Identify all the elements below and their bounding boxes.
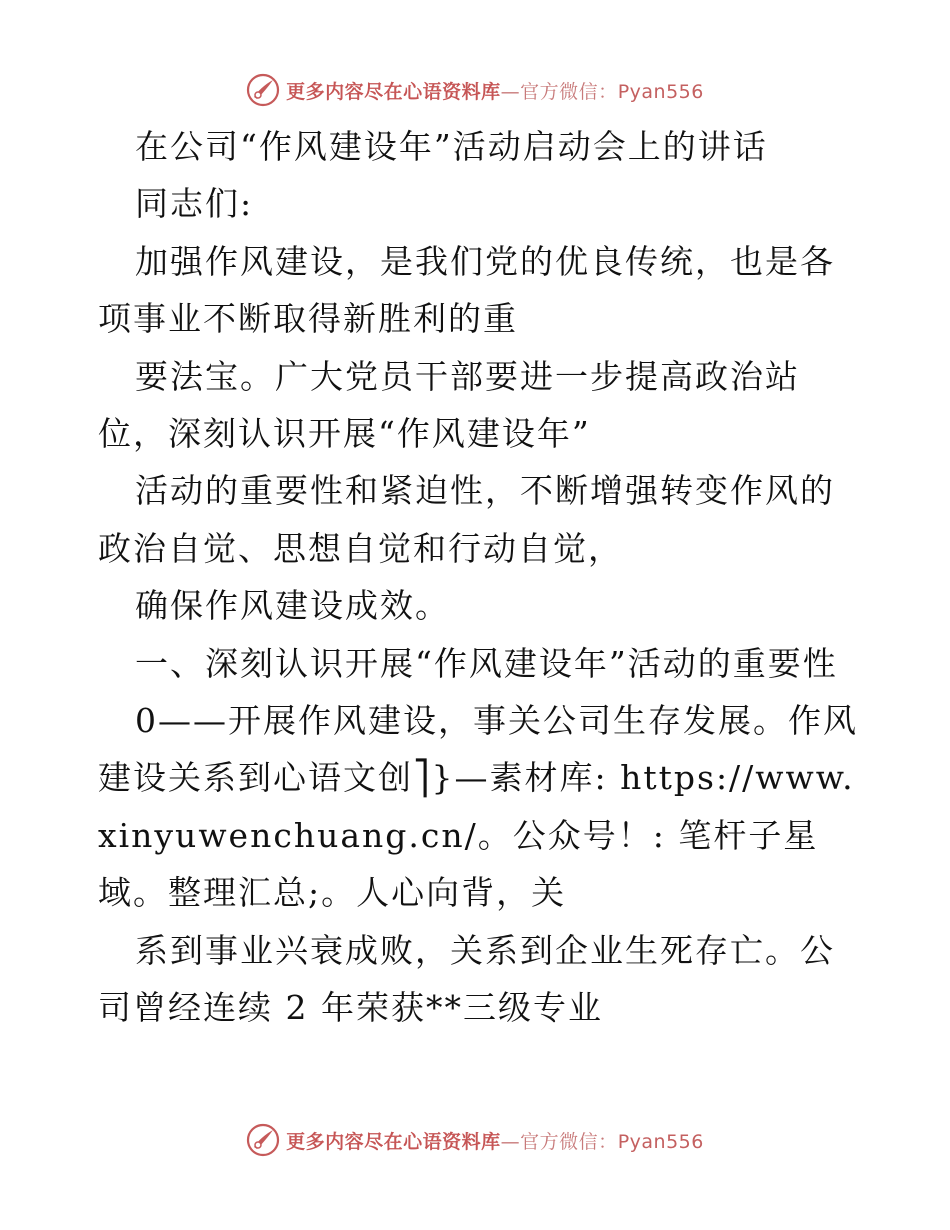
doc-paragraph: 0——开展作风建设，事关公司生存发展。作风建设关系到心语文创⎤}—素材库: https://www.xinyuwenchuang.cn/。公众号！: 笔杆子星域。整理汇总;。人心向背，关 [98, 701, 858, 913]
doc-title: 在公司“作风建设年”活动启动会上的讲话 [135, 127, 768, 166]
banner-wechat-id: Pyan556 [617, 80, 704, 103]
banner-text [286, 77, 704, 104]
banner-dash: — [500, 80, 521, 103]
brush-logo-icon [246, 1123, 280, 1157]
doc-paragraph: 活动的重要性和紧迫性，不断增强转变作风的政治自觉、思想自觉和行动自觉， [98, 471, 835, 568]
banner-main-text: 更多内容尽在心语资料库 [286, 80, 501, 103]
brush-logo-icon [246, 73, 280, 107]
doc-paragraph: 要法宝。广大党员干部要进一步提高政治站位，深刻认识开展“作风建设年” [98, 356, 800, 454]
banner-wechat-id: Pyan556 [617, 1130, 704, 1153]
doc-section-heading: 一、深刻认识开展“作风建设年”活动的重要性 [135, 643, 838, 683]
banner-text [286, 1127, 704, 1154]
banner-main-text: 更多内容尽在心语资料库 [286, 1130, 501, 1153]
header-banner [0, 70, 950, 110]
doc-salutation: 同志们: [135, 184, 254, 224]
banner-label: 官方微信： [520, 1130, 618, 1153]
document-body [98, 118, 858, 1037]
doc-paragraph: 确保作风建设成效。 [135, 586, 450, 626]
doc-paragraph: 系到事业兴衰成败，关系到企业生死存亡。公司曾经连续 2 年荣获**三级专业 [98, 930, 835, 1028]
doc-paragraph: 加强作风建设，是我们党的优良传统，也是各项事业不断取得新胜利的重 [98, 241, 835, 339]
banner-dash: — [500, 1130, 521, 1153]
banner-label: 官方微信： [520, 80, 618, 103]
footer-banner [0, 1120, 950, 1160]
